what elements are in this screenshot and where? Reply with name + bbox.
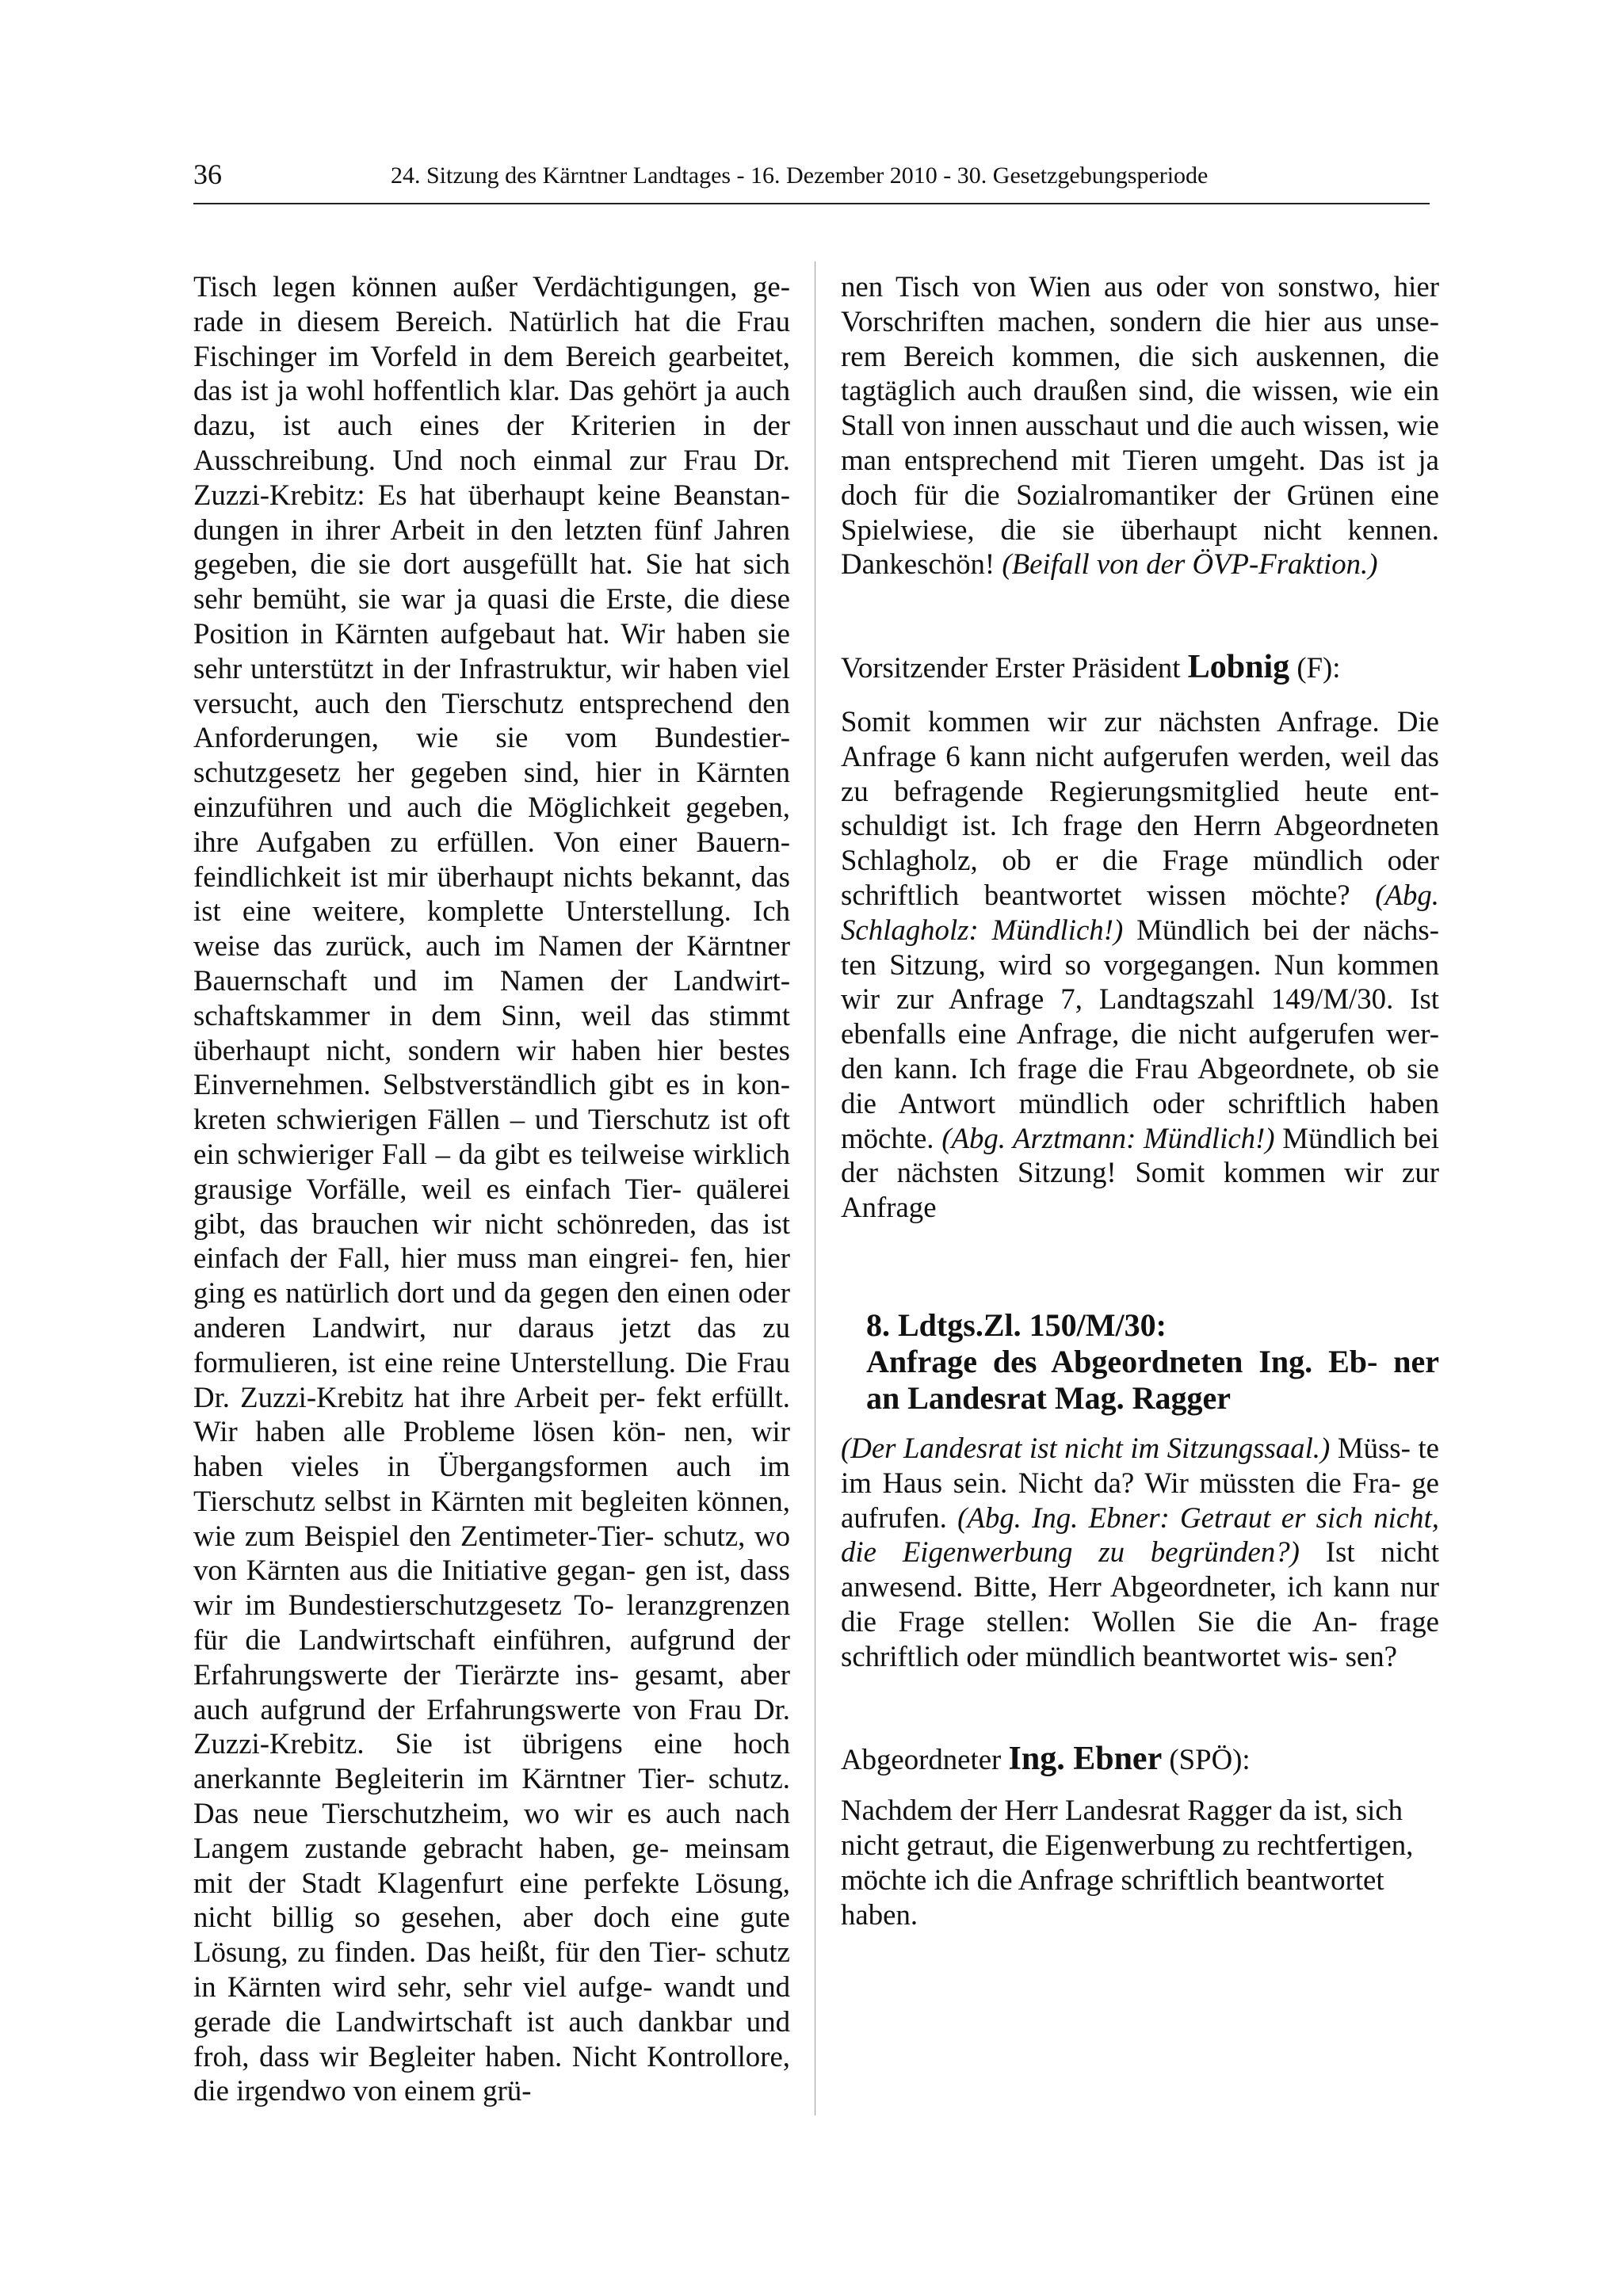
right-column — [841, 269, 1439, 1961]
paragraph-text: Mündlich bei der nächsten Sitzung! Somit kommen wir zur Anfrage — [841, 1121, 1440, 1224]
speech-paragraph — [841, 1431, 1439, 1674]
paragraph-text: Mündlich bei der nächs- ten Sitzung, wird so vorgegangen. Nun kommen wir zur Anfrage 7, Landtagszahl 149/M/30. Ist ebenfalls eine Anfrage, die nicht aufgerufen wer- den kann. Ich frage die Frau Abgeordnete, ob sie die Antwort mündlich oder schriftlich haben möchte. — [841, 913, 1439, 1154]
paragraph-text: Müss- te im Haus sein. Nicht da? Wir müssten die Fra- ge aufrufen. — [841, 1431, 1440, 1534]
agenda-item-title: Anfrage des Abgeordneten Ing. Eb- ner an Landesrat Mag. Ragger — [866, 1343, 1439, 1416]
interjection: (Abg. Arztmann: Mündlich!) — [941, 1121, 1275, 1154]
interjection: (Der Landesrat ist nicht im Sitzungssaal.) — [841, 1431, 1331, 1464]
paragraph-text: Ist nicht anwesend. Bitte, Herr Abgeordneter, ich kann nur die Frage stellen: Wollen Sie die An- frage schriftlich oder mündlich beantwortet wis- sen? — [841, 1535, 1439, 1672]
page-header — [193, 155, 1430, 204]
speaker-party: (F): — [1296, 651, 1341, 685]
agenda-item-heading — [866, 1307, 1439, 1417]
speaker-party: (SPÖ): — [1169, 1742, 1251, 1775]
speaker-name: Ing. Ebner — [1008, 1740, 1163, 1777]
interjection: (Abg. Ing. Ebner: Getraut er sich nicht, die Eigenwerbung zu begründen?) — [841, 1501, 1439, 1569]
running-title: 24. Sitzung des Kärntner Landtages - 16. Dezember 2010 - 30. Gesetzgebungsperiode — [391, 162, 1209, 189]
speaker-line — [841, 650, 1439, 685]
speech-paragraph — [841, 704, 1439, 1225]
paragraph-text: nen Tisch von Wien aus oder von sonstwo, hier Vorschriften machen, sondern die hier aus unse- rem Bereich kommen, die sich auskennen, die tagtäglich auch draußen sind, die wissen, wie ein Stall von innen ausschaut und die auch wissen, wie man entsprechend mit Tieren umgeht. Das ist ja doch für die Sozialromantiker der Grünen eine Spielwiese, die sie überhaupt nicht kennen. Dankeschön! — [841, 270, 1439, 581]
speaker-line — [841, 1742, 1439, 1777]
speech-paragraph — [841, 269, 1439, 582]
speech-paragraph: Nachdem der Herr Landesrat Ragger da ist, sich nicht getraut, die Eigenwerbung zu rechtfertigen, möchte ich die Anfrage schriftlich beantwortet haben. — [841, 1794, 1414, 1931]
applause-note: (Beifall von der ÖVP-Fraktion.) — [1002, 547, 1378, 581]
page-number: 36 — [193, 158, 222, 190]
speaker-role: Vorsitzender Erster Präsident — [841, 651, 1181, 685]
paragraph-text: Somit kommen wir zur nächsten Anfrage. Die Anfrage 6 kann nicht aufgerufen werden, weil das zu befragende Regierungsmitglied heute ent- schuldigt ist. Ich frage den Herrn Abgeordneten Schlagholz, ob er die Frage mündlich oder schriftlich beantwortet wissen möchte? — [841, 704, 1439, 911]
left-column — [193, 269, 790, 2108]
agenda-item-number: 8. Ldtgs.Zl. 150/M/30: — [866, 1306, 1167, 1343]
speaker-name: Lobnig — [1187, 649, 1290, 686]
speaker-role: Abgeordneter — [841, 1742, 1002, 1775]
interjection: (Abg. Schlagholz: Mündlich!) — [841, 878, 1440, 946]
speech-paragraph: Tisch legen können außer Verdächtigungen, ge- rade in diesem Bereich. Natürlich hat die Frau Fischinger im Vorfeld in dem Bereich gearbeitet, das ist ja wohl hoffentlich klar. Das gehört ja auch dazu, ist auch eines der Kriterien in der Ausschreibung. Und noch einmal zur Frau Dr. Zuzzi-Krebitz: Es hat überhaupt keine Beanstan- dungen in ihrer Arbeit in den letzten fünf Jahren gegeben, die sie dort ausgefüllt hat. Sie hat sich sehr bemüht, sie war ja quasi die Erste, die diese Position in Kärnten aufgebaut hat. Wir haben sie sehr unterstützt in der Infrastruktur, wir haben viel versucht, auch den Tierschutz entsprechend den Anforderungen, wie sie vom Bundestier- schutzgesetz her gegeben sind, hier in Kärnten einzuführen und auch die Möglichkeit gegeben, ihre Aufgaben zu erfüllen. Von einer Bauern- feindlichkeit ist mir überhaupt nichts bekannt, das ist eine weitere, komplette Unterstellung. Ich weise das zurück, auch im Namen der Kärntner Bauernschaft und im Namen der Landwirt- schaftskammer in dem Sinn, weil das stimmt überhaupt nicht, sondern wir haben hier bestes Einvernehmen. Selbstverständlich gibt es in kon- kreten schwierigen Fällen – und Tierschutz ist oft ein schwieriger Fall – da gibt es teilweise wirklich grausige Vorfälle, weil es einfach Tier- quälerei gibt, das brauchen wir nicht schönreden, das ist einfach der Fall, hier muss man eingrei- fen, hier ging es natürlich dort und da gegen den einen oder anderen Landwirt, nur daraus jetzt das zu formulieren, ist eine reine Unterstellung. Die Frau Dr. Zuzzi-Krebitz hat ihre Arbeit per- fekt erfüllt. Wir haben alle Probleme lösen kön- nen, wir haben vieles in Übergangsformen auch im Tierschutz selbst in Kärnten mit begleiten können, wie zum Beispiel den Zentimeter-Tier- schutz, wo von Kärnten aus die Initiative gegan- gen ist, dass wir im Bundestierschutzgesetz To- leranzgrenzen für die Landwirtschaft einführen, aufgrund der Erfahrungswerte der Tierärzte ins- gesamt, aber auch aufgrund der Erfahrungswerte von Frau Dr. Zuzzi-Krebitz. Sie ist übrigens eine hoch anerkannte Begleiterin im Kärntner Tier- schutz. Das neue Tierschutzheim, wo wir es auch nach Langem zustande gebracht haben, ge- meinsam mit der Stadt Klagenfurt eine perfekte Lösung, nicht billig so gesehen, aber doch eine gute Lösung, zu finden. Das heißt, für den Tier- schutz in Kärnten wird sehr, sehr viel aufge- wandt und gerade die Landwirtschaft ist auch dankbar und froh, dass wir Begleiter haben. Nicht Kontrollore, die irgendwo von einem grü- — [193, 270, 790, 2107]
